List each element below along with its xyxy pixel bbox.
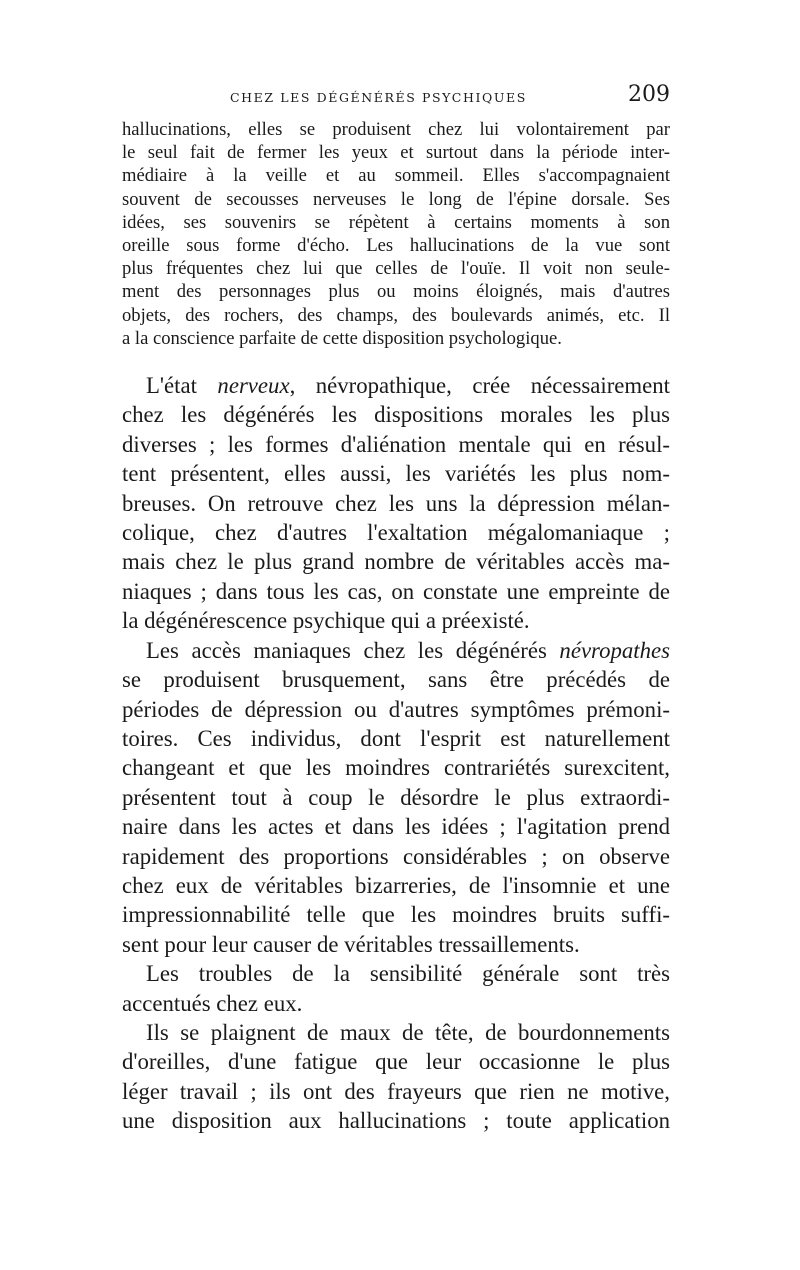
text-line bbox=[122, 371, 670, 400]
text-line: d'oreilles, d'une fatigue que leur occasionne le plus bbox=[122, 1049, 670, 1075]
text-line: hallucinations, elles se produisent chez lui volontairement par bbox=[122, 119, 670, 140]
text-line: impressionnabilité telle que les moindres bruits suffi- bbox=[122, 902, 670, 928]
text-line: breuses. On retrouve chez les uns la dépression mélan- bbox=[122, 490, 670, 516]
text-line: changeant et que les moindres contrariétés surexcitent, bbox=[122, 755, 670, 781]
text-line: diverses ; les formes d'aliénation mentale qui en résul- bbox=[122, 431, 670, 457]
text-line: oreille sous forme d'écho. Les hallucinations de la vue sont bbox=[122, 235, 670, 257]
text-line: périodes de dépression ou d'autres symptômes prémoni- bbox=[122, 696, 670, 722]
text-line: chez les dégénérés les dispositions morales les plus bbox=[122, 402, 670, 428]
text-line: ment des personnages plus ou moins éloignés, mais d'autres bbox=[122, 281, 670, 303]
text-line: rapidement des proportions considérables ; on observe bbox=[122, 843, 670, 869]
text-line: présentent tout à coup le désordre le plus extraordi- bbox=[122, 784, 670, 810]
text-line: naire dans les actes et dans les idées ; l'agitation prend bbox=[122, 814, 670, 840]
paragraph-maux-de-tete bbox=[122, 1018, 670, 1136]
italic-term: névropathes bbox=[559, 637, 670, 663]
paragraph-etat-nerveux bbox=[122, 371, 670, 636]
text-line: le seul fait de fermer les yeux et surtout dans la période inter- bbox=[122, 142, 670, 164]
text-line: niaques ; dans tous les cas, on constate une empreinte de bbox=[122, 578, 670, 604]
text-line: souvent de secousses nerveuses le long de l'épine dorsale. Ses bbox=[122, 188, 670, 210]
italic-term: nerveux bbox=[217, 373, 290, 399]
text-line: colique, chez d'autres l'exaltation mégalomaniaque ; bbox=[122, 520, 670, 546]
text-line: Ils se plaignent de maux de tête, de bourdonnements bbox=[146, 1019, 670, 1045]
text-line: idées, ses souvenirs se répètent à certains moments à son bbox=[122, 211, 670, 233]
text-line: a la conscience parfaite de cette disposition psychologique. bbox=[122, 327, 562, 349]
text-fragment: L'état bbox=[146, 373, 218, 399]
text-line: toires. Ces individus, dont l'esprit est naturellement bbox=[122, 725, 670, 751]
text-line: se produisent brusquement, sans être précédés de bbox=[122, 667, 670, 693]
text-line: sent pour leur causer de véritables tressaillements. bbox=[122, 931, 580, 957]
text-line: plus fréquentes chez lui que celles de l'ouïe. Il voit non seule- bbox=[122, 258, 670, 280]
text-line: une disposition aux hallucinations ; toute application bbox=[122, 1108, 670, 1134]
text-line: Les troubles de la sensibilité générale sont très bbox=[146, 961, 670, 987]
text-line: accentués chez eux. bbox=[122, 990, 303, 1016]
text-line: mais chez le plus grand nombre de véritables accès ma- bbox=[122, 549, 670, 575]
running-title: CHEZ LES DÉGÉNÉRÉS PSYCHIQUES bbox=[230, 90, 527, 105]
paragraph-hallucinations bbox=[122, 118, 670, 350]
text-line bbox=[122, 636, 670, 665]
text-fragment: Les accès maniaques chez les dégénérés bbox=[146, 637, 560, 663]
text-line: médiaire à la veille et au sommeil. Elles s'accompagnaient bbox=[122, 165, 670, 187]
paragraph-acces-maniaques bbox=[122, 636, 670, 959]
text-fragment: , névropathique, crée nécessairement bbox=[289, 373, 670, 399]
text-line: léger travail ; ils ont des frayeurs que rien ne motive, bbox=[122, 1078, 670, 1104]
text-line: la dégénérescence psychique qui a préexisté. bbox=[122, 608, 530, 634]
page-number: 209 bbox=[628, 82, 670, 107]
text-line: chez eux de véritables bizarreries, de l'insomnie et une bbox=[122, 872, 670, 898]
text-line: objets, des rochers, des champs, des boulevards animés, etc. Il bbox=[122, 304, 670, 326]
paragraph-troubles-sensibilite bbox=[122, 959, 670, 1018]
book-page bbox=[122, 82, 670, 1136]
page-header bbox=[122, 82, 670, 118]
text-line: tent présentent, elles aussi, les variétés les plus nom- bbox=[122, 461, 670, 487]
